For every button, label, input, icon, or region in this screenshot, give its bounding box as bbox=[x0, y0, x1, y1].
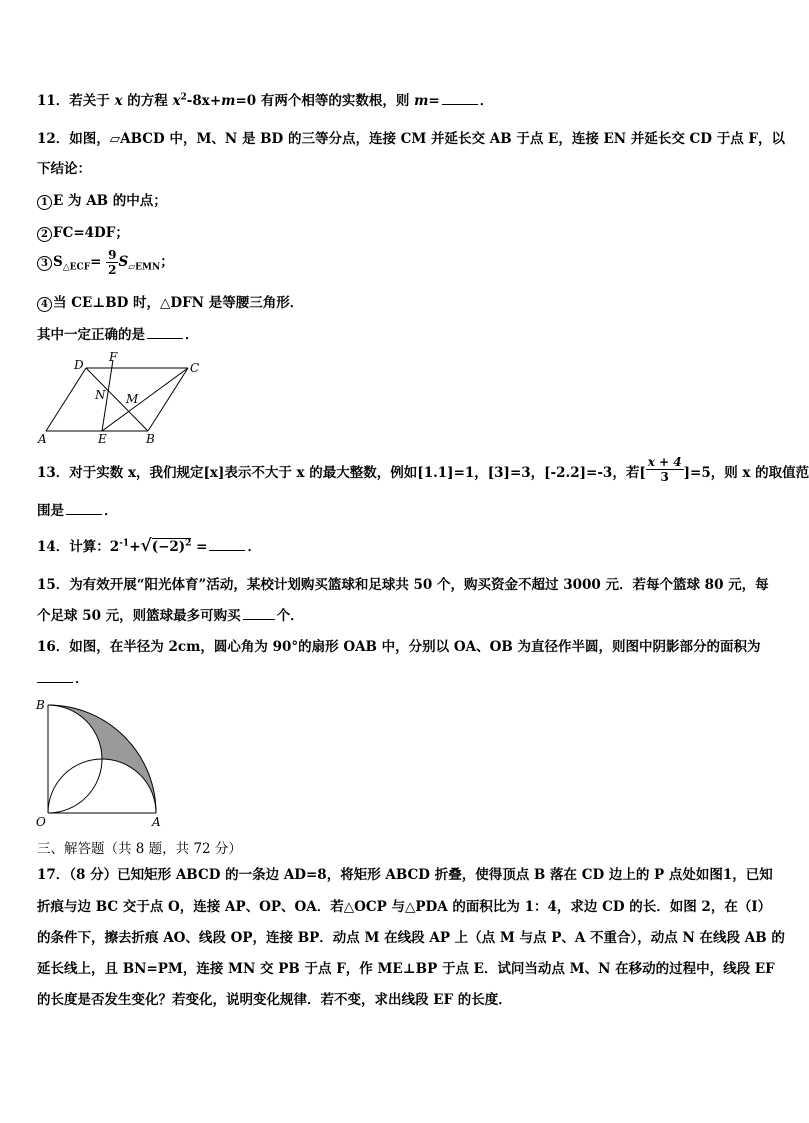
q11-eq-b: -8x+ bbox=[186, 93, 222, 109]
label-m: M bbox=[126, 392, 139, 406]
label-a: A bbox=[38, 432, 47, 446]
q11-eq-m: m bbox=[221, 93, 236, 109]
q12-c1-text: E 为 AB 的中点； bbox=[53, 193, 167, 209]
section-3-heading: 三、解答题（共 8 题，共 72 分） bbox=[37, 841, 242, 857]
q11-eq-sup: 2 bbox=[180, 92, 187, 103]
question-16-line2 bbox=[37, 667, 89, 687]
q11-eq: = bbox=[428, 93, 440, 109]
question-17-line3: 的条件下，擦去折痕 AO、线段 OP，连接 BP．动点 M 在线段 AP 上（点 M 与点 P、A 不重合），动点 N 在线段 AB 的 bbox=[37, 930, 785, 946]
q12-ask-text: 其中一定正确的是 bbox=[37, 327, 145, 343]
question-15-line2 bbox=[37, 604, 304, 624]
q11-text-post: 有两个相等的实数根，则 bbox=[256, 93, 415, 109]
answer-blank bbox=[37, 681, 73, 683]
answer-blank bbox=[243, 618, 275, 620]
sector-figure bbox=[34, 697, 174, 829]
label-c: C bbox=[190, 361, 200, 375]
q15-line2-end: 个． bbox=[276, 608, 304, 624]
frac-numerator: 9 bbox=[108, 248, 117, 262]
q14-plus: + bbox=[129, 539, 141, 555]
q14-radicand-exp: 2 bbox=[185, 538, 192, 549]
label-d: D bbox=[74, 358, 84, 372]
question-12-line1: 12．如图，▱ABCD 中，M、N 是 BD 的三等分点，连接 CM 并延长交 AB 于点 E，连接 EN 并延长交 CD 于点 F，以 bbox=[37, 131, 785, 147]
question-16-line1: 16．如图，在半径为 2cm，圆心角为 90°的扇形 OAB 中，分别以 OA、OB 为直径作半圆，则图中阴影部分的面积为 bbox=[37, 639, 761, 655]
q12-ask bbox=[37, 323, 199, 343]
answer-blank bbox=[147, 337, 183, 339]
q15-line2-text: 个足球 50 元，则篮球最多可购买 bbox=[37, 608, 241, 624]
q14-eq: = bbox=[191, 539, 208, 555]
q12-c3-end: ； bbox=[160, 254, 174, 270]
answer-blank bbox=[442, 103, 478, 105]
label-b: B bbox=[146, 432, 155, 446]
question-12-line2: 下结论： bbox=[37, 161, 91, 177]
q13-line2-text: 围是 bbox=[37, 503, 64, 519]
question-11 bbox=[37, 89, 493, 109]
label-b: B bbox=[36, 698, 45, 712]
q11-var-m: m bbox=[414, 93, 429, 109]
label-n: N bbox=[95, 388, 106, 402]
q11-eq-c: =0 bbox=[235, 93, 257, 109]
q11-text-pre: 若关于 bbox=[69, 93, 115, 109]
q14-exponent: -1 bbox=[119, 538, 130, 549]
q12-c3-sub2: ▱EMN bbox=[128, 262, 161, 273]
q16-line2-end: ． bbox=[75, 671, 89, 687]
label-o: O bbox=[36, 815, 46, 829]
q11-var-x: x bbox=[114, 93, 123, 109]
q12-conclusion-1 bbox=[37, 189, 167, 210]
frac-denominator: 3 bbox=[660, 470, 669, 484]
q12-ask-end: ． bbox=[185, 327, 199, 343]
answer-blank bbox=[66, 513, 102, 515]
q11-number: 11． bbox=[37, 93, 70, 109]
frac-numerator: x + 4 bbox=[647, 455, 682, 469]
label-e: E bbox=[98, 432, 107, 446]
q14-end: ． bbox=[247, 539, 261, 555]
q12-conclusion-4 bbox=[37, 291, 303, 312]
fraction-x-plus-4-over-3 bbox=[646, 455, 684, 484]
q13-line2-end: ． bbox=[104, 503, 118, 519]
circled-number-1: 1 bbox=[37, 195, 52, 210]
q12-conclusion-3 bbox=[37, 248, 174, 277]
segment-cb bbox=[148, 368, 188, 431]
q12-c3-s: S bbox=[53, 254, 63, 270]
q13-text-post: ]=5，则 x 的取值范 bbox=[683, 465, 809, 481]
sqrt-symbol: √ bbox=[140, 536, 152, 556]
q11-eq-a: x bbox=[172, 93, 181, 109]
circled-number-3: 3 bbox=[37, 256, 52, 271]
q12-c3-s2: S bbox=[118, 254, 129, 270]
q12-c3-eq: = bbox=[90, 254, 102, 270]
label-f: F bbox=[109, 350, 118, 364]
parallelogram-figure bbox=[36, 350, 206, 446]
segment-ad bbox=[46, 368, 86, 431]
answer-blank bbox=[209, 549, 245, 551]
q14-text-pre: 14．计算：2 bbox=[37, 539, 120, 555]
q11-text-mid: 的方程 bbox=[122, 93, 173, 109]
q11-end: ． bbox=[479, 93, 494, 109]
q12-c3-sub: △ECF bbox=[62, 262, 91, 273]
question-17-line4: 延长线上，且 BN=PM，连接 MN 交 PB 于点 F，作 ME⊥BP 于点 E．试问当动点 M、N 在移动的过程中，线段 EF bbox=[37, 961, 775, 977]
question-17-line2: 折痕与边 BC 交于点 O，连接 AP、OP、OA．若△OCP 与△PDA 的面积比为 1：4，求边 CD 的长．如图 2，在（Ⅰ） bbox=[37, 899, 772, 915]
circled-number-2: 2 bbox=[37, 227, 52, 242]
question-13-line1 bbox=[37, 455, 809, 484]
q14-radicand: (−2) bbox=[151, 539, 186, 555]
q12-c2-text: FC=4DF； bbox=[53, 225, 129, 241]
question-14 bbox=[37, 535, 261, 556]
question-17-line1: 17．（8 分）已知矩形 ABCD 的一条边 AD=8，将矩形 ABCD 折叠，使得顶点 B 落在 CD 边上的 P 点处如图1，已知 bbox=[37, 867, 773, 883]
frac-denominator: 2 bbox=[108, 263, 117, 277]
sqrt-radicand bbox=[152, 538, 192, 555]
fraction-9-over-2 bbox=[106, 248, 118, 277]
q13-text-pre: 13．对于实数 x，我们规定[x]表示不大于 x 的最大整数，例如[1.1]=1，[3]=3，[-2.2]=-3，若[ bbox=[37, 465, 646, 481]
q12-c4-text: 当 CE⊥BD 时，△DFN 是等腰三角形． bbox=[53, 295, 304, 311]
question-17-line5: 的长度是否发生变化？若变化，说明变化规律．若不变，求出线段 EF 的长度． bbox=[37, 992, 512, 1008]
question-15-line1: 15．为有效开展“阳光体育”活动，某校计划购买篮球和足球共 50 个，购买资金不超过 3000 元．若每个篮球 80 元，每 bbox=[37, 577, 769, 593]
q12-conclusion-2 bbox=[37, 221, 129, 242]
label-a: A bbox=[152, 815, 161, 829]
question-13-line2 bbox=[37, 499, 118, 519]
segment-ce bbox=[102, 368, 188, 431]
circled-number-4: 4 bbox=[37, 297, 52, 312]
